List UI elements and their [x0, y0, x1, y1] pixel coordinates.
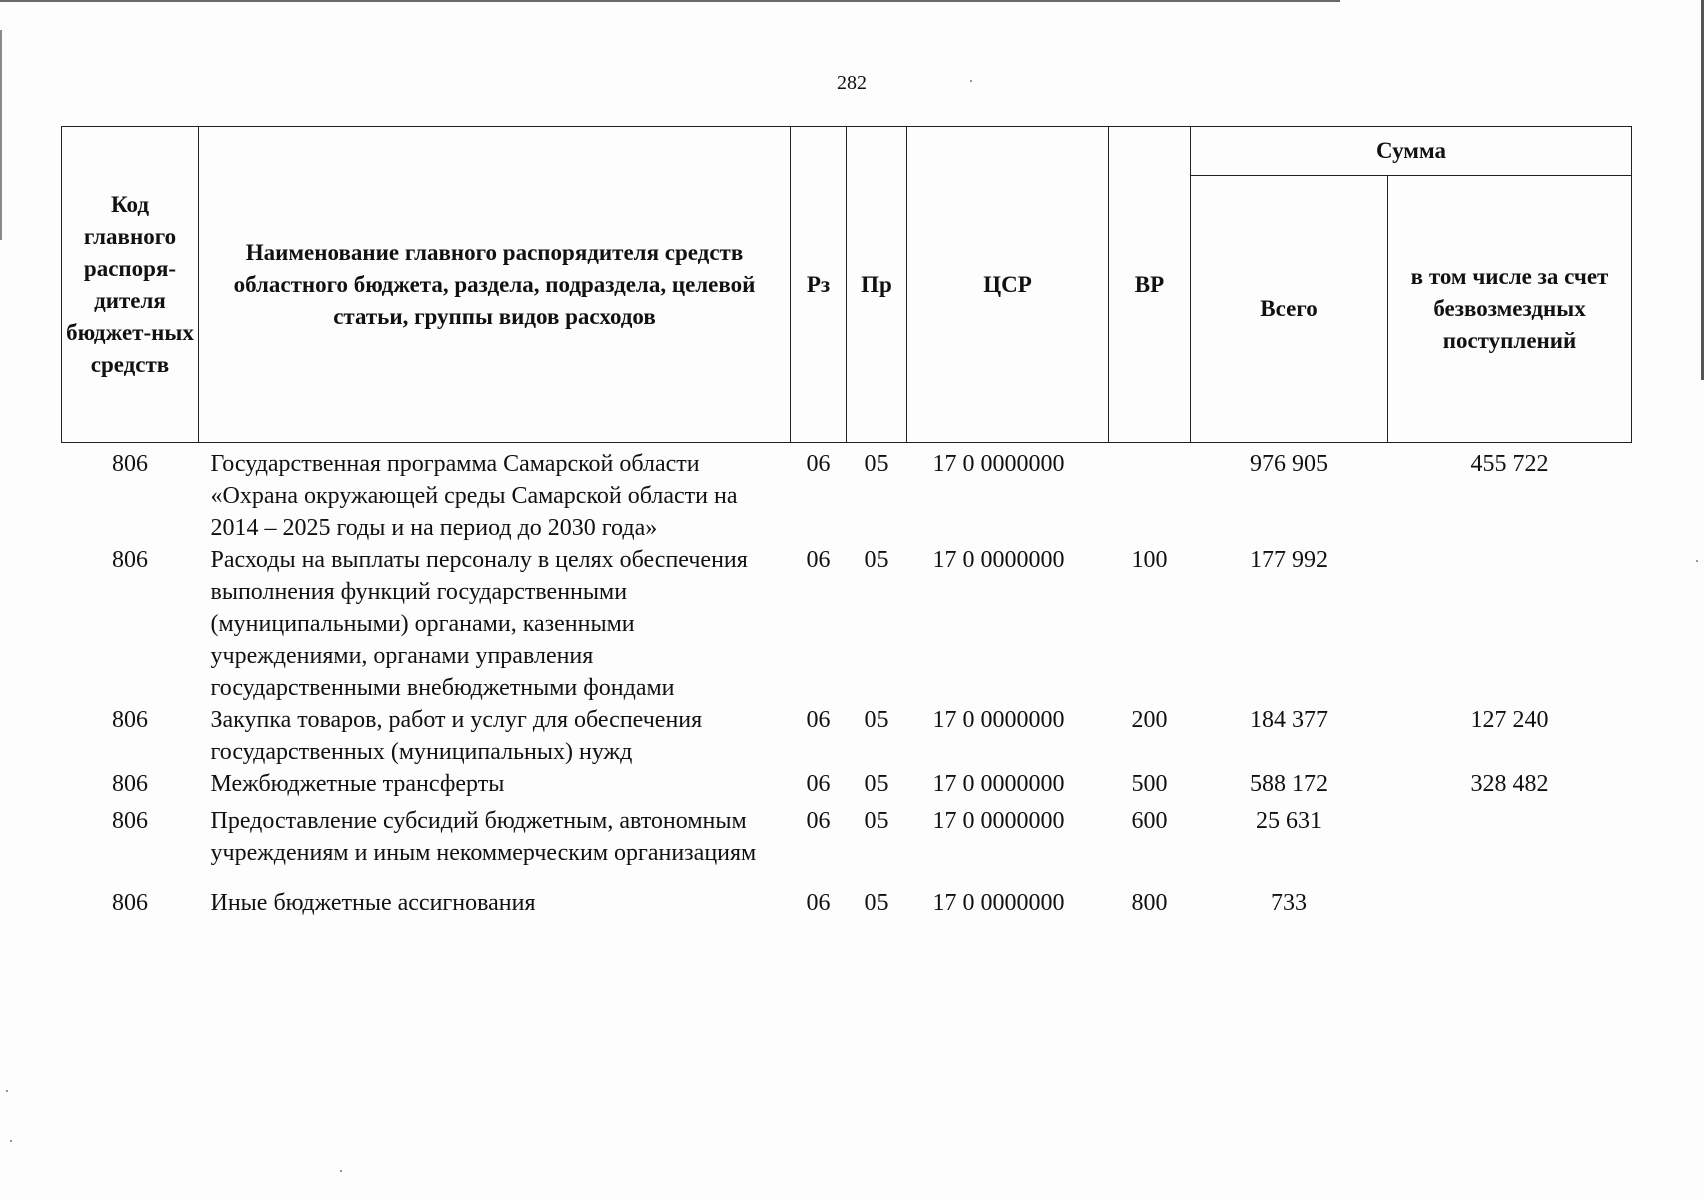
cell-total: 976 905	[1250, 451, 1328, 477]
cell-pr: 05	[864, 707, 889, 733]
cell-name: Иные бюджетные ассигнования	[210, 890, 536, 916]
cell-code: 806	[112, 771, 148, 797]
cell-vr: 800	[1131, 890, 1168, 916]
cell-code: 806	[112, 547, 148, 573]
table-row	[62, 869, 1632, 919]
cell-code: 806	[112, 890, 148, 916]
cell-name: Межбюджетные трансферты	[210, 771, 505, 797]
header-name: Наименование главного распорядителя средств областного бюджета, раздела, подраздела, целевой статьи, группы видов расходов	[199, 127, 791, 443]
cell-total: 588 172	[1250, 771, 1328, 797]
cell-name: Предоставление субсидий бюджетным, автономным учреждениям и иным некоммерческим организациям	[210, 808, 757, 866]
cell-free: 455 722	[1470, 451, 1549, 477]
header-vr: ВР	[1109, 127, 1191, 443]
header-total: Всего	[1191, 176, 1388, 443]
cell-rz: 06	[806, 547, 831, 573]
page-number: 282	[837, 72, 867, 94]
table-row	[62, 544, 1632, 704]
header-pr: Пр	[847, 127, 907, 443]
cell-vr	[1109, 443, 1191, 545]
cell-vr: 200	[1131, 707, 1168, 733]
cell-vr: 600	[1131, 808, 1168, 834]
scan-speck	[10, 1140, 12, 1142]
cell-vr: 500	[1131, 771, 1168, 797]
cell-csr: 17 0 0000000	[932, 808, 1065, 834]
cell-total: 733	[1271, 890, 1307, 916]
cell-free	[1388, 869, 1632, 919]
cell-csr: 17 0 0000000	[932, 890, 1065, 916]
table-row	[62, 800, 1632, 869]
header-sum: Сумма	[1191, 127, 1632, 176]
cell-csr: 17 0 0000000	[932, 451, 1065, 477]
cell-name: Закупка товаров, работ и услуг для обеспечения государственных (муниципальных) нужд	[210, 707, 703, 765]
header-code: Код главного распоря-дителя бюджет-ных средств	[62, 127, 199, 443]
scan-speck	[6, 1090, 8, 1092]
cell-name: Расходы на выплаты персоналу в целях обеспечения выполнения функций государственными (муниципальными) органами, казенными учреждениями, органами управления государственными внебюджетными фондами	[210, 547, 748, 701]
cell-total: 177 992	[1250, 547, 1328, 573]
scan-edge-top	[0, 0, 1340, 2]
scan-speck	[1696, 560, 1698, 562]
table-body	[62, 443, 1632, 920]
cell-total: 184 377	[1250, 707, 1328, 733]
cell-free: 127 240	[1470, 707, 1549, 733]
cell-pr: 05	[864, 890, 889, 916]
cell-rz: 06	[806, 707, 831, 733]
cell-rz: 06	[806, 808, 831, 834]
cell-code: 806	[112, 451, 148, 477]
cell-free: 328 482	[1470, 771, 1549, 797]
cell-total: 25 631	[1256, 808, 1322, 834]
budget-table	[61, 126, 1632, 919]
cell-vr: 100	[1131, 547, 1168, 573]
table-row	[62, 768, 1632, 800]
cell-pr: 05	[864, 451, 889, 477]
cell-rz: 06	[806, 771, 831, 797]
cell-free	[1388, 544, 1632, 704]
scan-edge-left	[0, 30, 2, 240]
table-header	[62, 127, 1632, 443]
cell-code: 806	[112, 707, 148, 733]
cell-name: Государственная программа Самарской области «Охрана окружающей среды Самарской области на 2014 – 2025 годы и на период до 2030 года»	[210, 451, 738, 541]
cell-rz: 06	[806, 451, 831, 477]
cell-csr: 17 0 0000000	[932, 547, 1065, 573]
cell-pr: 05	[864, 547, 889, 573]
cell-pr: 05	[864, 808, 889, 834]
cell-free	[1388, 800, 1632, 869]
scan-speck	[340, 1170, 342, 1172]
cell-rz: 06	[806, 890, 831, 916]
table-row	[62, 443, 1632, 545]
cell-code: 806	[112, 808, 148, 834]
header-free: в том числе за счет безвозмездных поступлений	[1388, 176, 1632, 443]
cell-csr: 17 0 0000000	[932, 771, 1065, 797]
header-csr: ЦСР	[907, 127, 1109, 443]
cell-pr: 05	[864, 771, 889, 797]
table-row	[62, 704, 1632, 768]
cell-csr: 17 0 0000000	[932, 707, 1065, 733]
header-rz: Рз	[791, 127, 847, 443]
